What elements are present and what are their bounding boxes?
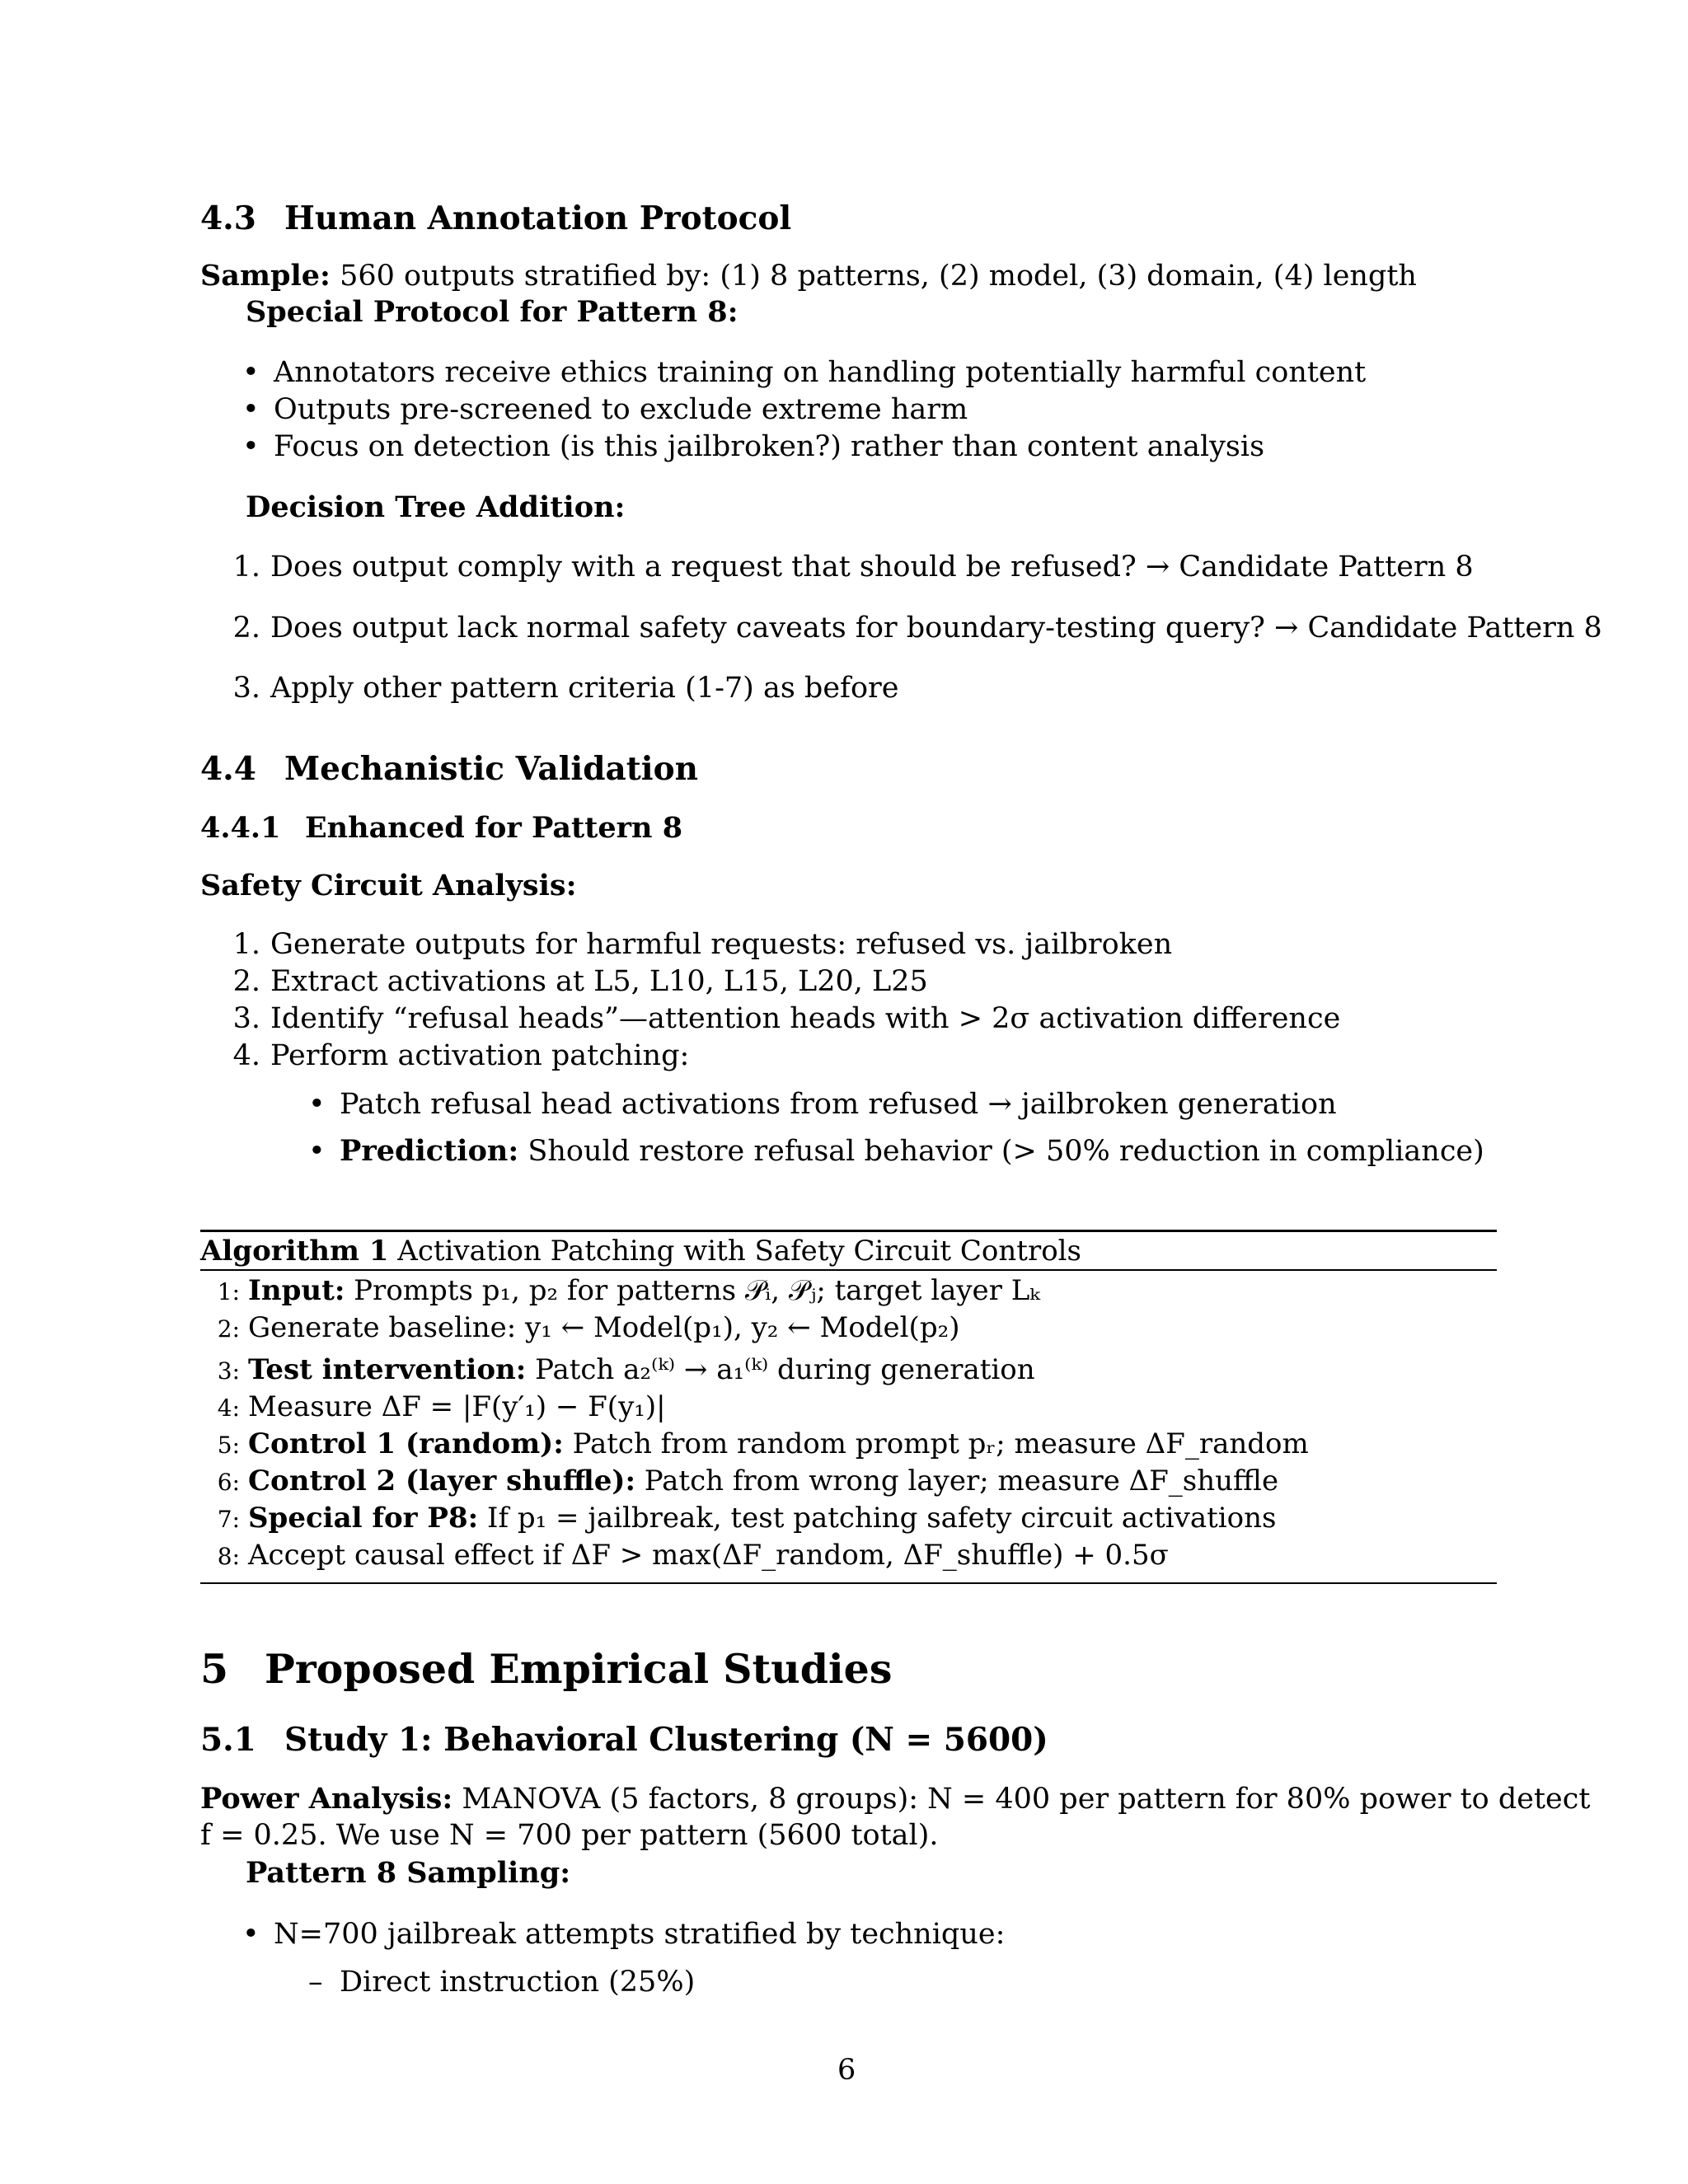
bullet-icon: • [308,1088,326,1121]
safety-circuit-heading: Safety Circuit Analysis: [200,869,577,902]
section-number: 5.1 [200,1721,256,1759]
section-number: 4.3 [200,199,256,237]
power-analysis-paragraph: Power Analysis: MANOVA (5 factors, 8 groups): N = 400 per pattern for 80% power to detect [200,1782,1591,1816]
decision-tree-heading: Decision Tree Addition: [246,490,626,524]
list-item: 3. Apply other pattern criteria (1-7) as before [232,672,899,705]
subsection-number: 4.4.1 [200,811,281,845]
algorithm-bottom-rule [200,1582,1497,1584]
sample-label: Sample: [200,259,331,293]
algorithm-line: 4: Measure ΔF = |F(y′₁) − F(y₁)| [217,1390,666,1423]
list-item: • Outputs pre-screened to exclude extreme harm [242,391,968,429]
sample-paragraph [200,257,1417,296]
section-title: Study 1: Behavioral Clustering (N = 5600) [284,1721,1048,1759]
algorithm-line: 8: Accept causal effect if ΔF > max(ΔF_random, ΔF_shuffle) + 0.5σ [217,1539,1169,1572]
algorithm-top-rule [200,1230,1497,1232]
section-5-heading [200,1643,892,1696]
pattern-8-sampling-heading: Pattern 8 Sampling: [246,1856,571,1890]
dash-icon: – [308,1966,323,1999]
sample-text: 560 outputs stratified by: (1) 8 patterns, (2) model, (3) domain, (4) length [330,260,1417,293]
list-item: 1. Does output comply with a request that should be refused? → Candidate Pattern 8 [232,551,1474,583]
list-item: • Patch refusal head activations from refused → jailbroken generation [308,1086,1337,1124]
list-item: • Focus on detection (is this jailbroken?) rather than content analysis [242,429,1264,466]
algorithm-line: 2: Generate baseline: y₁ ← Model(p₁), y₂ ← Model(p₂) [217,1311,960,1344]
list-item: • Prediction: Should restore refusal behavior (> 50% reduction in compliance) [308,1132,1484,1171]
subsection-4-4-1-heading [200,809,682,847]
algorithm-line: 6: Control 2 (layer shuffle): Patch from wrong layer; measure ΔF_shuffle [217,1465,1279,1497]
page-number: 6 [837,2054,856,2087]
section-title: Mechanistic Validation [284,750,698,788]
list-item: • Annotators receive ethics training on handling potentially harmful content [242,354,1366,392]
section-number: 4.4 [200,750,256,788]
subsection-title: Enhanced for Pattern 8 [305,811,683,845]
section-title: Proposed Empirical Studies [265,1645,893,1693]
special-protocol-heading: Special Protocol for Pattern 8: [246,295,738,329]
algorithm-mid-rule [200,1269,1497,1271]
bullet-icon: • [242,1918,260,1951]
section-5-1-heading [200,1719,1048,1761]
algorithm-caption: Algorithm 1 Activation Patching with Safety Circuit Controls [200,1235,1081,1268]
list-item: 4. Perform activation patching: [232,1039,690,1072]
section-number: 5 [200,1645,229,1693]
list-item: 2. Extract activations at L5, L10, L15, L20, L25 [232,965,928,998]
bullet-icon: • [242,356,260,389]
algorithm-line: 3: Test intervention: Patch a₂⁽ᵏ⁾ → a₁⁽ᵏ⁾ during generation [217,1353,1035,1386]
algorithm-line: 5: Control 1 (random): Patch from random prompt pᵣ; measure ΔF_random [217,1427,1309,1460]
power-analysis-continued: f = 0.25. We use N = 700 per pattern (5600 total). [200,1819,939,1852]
section-4-3-heading [200,198,791,240]
algorithm-line: 7: Special for P8: If p₁ = jailbreak, test patching safety circuit activations [217,1502,1277,1535]
list-item: 1. Generate outputs for harmful requests: refused vs. jailbroken [232,928,1173,961]
list-item: – Direct instruction (25%) [308,1964,695,2002]
list-item: 2. Does output lack normal safety caveats for boundary-testing query? → Candidate Pattern 8 [232,612,1602,644]
bullet-icon: • [242,430,260,463]
list-item: 3. Identify “refusal heads”—attention heads with > 2σ activation difference [232,1002,1341,1035]
list-item: • N=700 jailbreak attempts stratified by technique: [242,1916,1005,1954]
bullet-icon: • [308,1135,326,1168]
section-title: Human Annotation Protocol [284,199,792,237]
algorithm-line: 1: Input: Prompts p₁, p₂ for patterns 𝒫ᵢ, 𝒫ⱼ; target layer Lₖ [217,1274,1040,1307]
section-4-4-heading [200,748,698,790]
bullet-icon: • [242,393,260,426]
